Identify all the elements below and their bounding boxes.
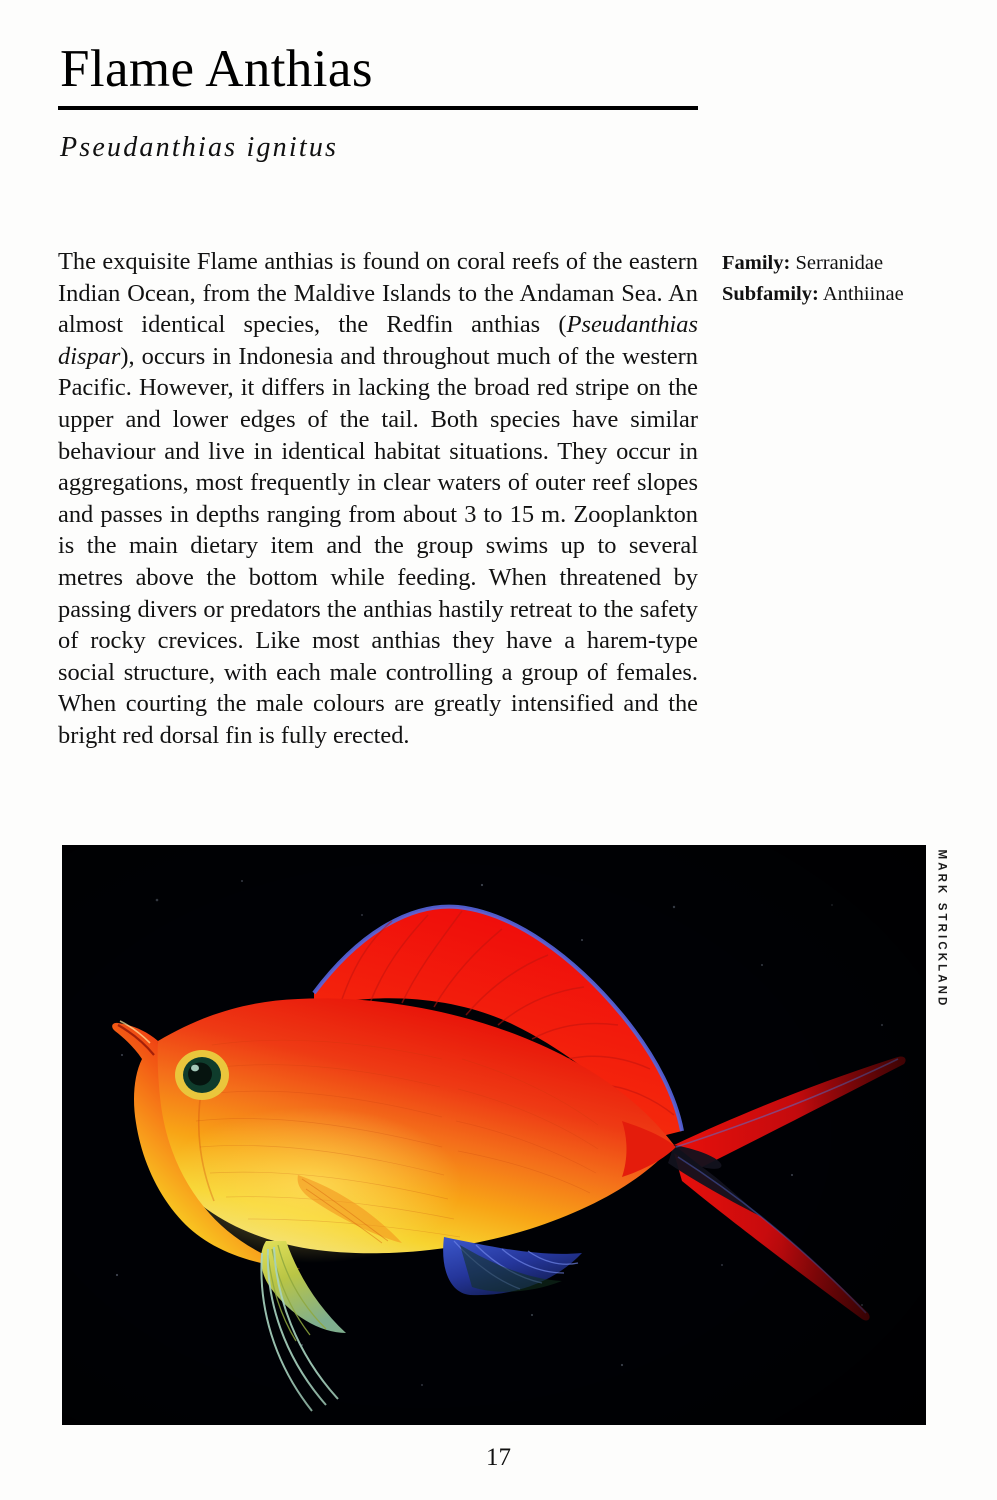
taxonomy-block — [722, 248, 952, 310]
taxonomy-value-family: Serranidae — [795, 252, 884, 274]
taxonomy-value-subfamily: Anthiinae — [822, 283, 904, 305]
species-name-italic: Pseudanthias dispar — [58, 311, 698, 370]
taxonomy-row-subfamily — [722, 279, 952, 310]
body-text-column — [58, 246, 698, 752]
page-title: Flame Anthias — [60, 40, 373, 98]
body-text-part-1: The exquisite Flame anthias is found on coral reefs of the eastern Indian Ocean, from the Maldive Islands to the Andaman Sea. An almost identical species, the Redfin anthias ( — [58, 248, 698, 339]
page-number: 17 — [486, 1444, 511, 1471]
taxonomy-row-family — [722, 248, 952, 279]
taxonomy-label-family: Family: — [722, 252, 791, 274]
photo-frame — [62, 845, 926, 1425]
flame-anthias-illustration — [62, 845, 926, 1425]
body-paragraph — [58, 246, 698, 752]
title-divider — [58, 106, 698, 110]
fish-photograph — [62, 845, 926, 1425]
body-text-part-2: ), occurs in Indonesia and throughout much of the western Pacific. However, it differs in lacking the broad red stripe on the upper and lower edges of the tail. Both species have similar behaviour and live in identical habitat situations. They occur in aggregations, most frequently in clear waters of outer reef slopes and passes in depths ranging from about 3 to 15 m. Zooplankton is the main dietary item and the group swims up to several metres above the bottom while feeding. When threatened by passing divers or predators the anthias hastily retreat to the safety of rocky crevices. Like most anthias they have a harem-type social structure, with each male controlling a group of females. When courting the male colours are greatly intensified and the bright red dorsal fin is fully erected. — [58, 342, 698, 749]
photo-credit — [928, 845, 954, 1035]
photo-credit-text: MARK STRICKLAND — [935, 849, 947, 1009]
taxonomy-label-subfamily: Subfamily: — [722, 283, 819, 305]
scientific-name: Pseudanthias ignitus — [60, 131, 339, 163]
page-header — [58, 42, 698, 164]
photo-vignette — [62, 845, 926, 1425]
